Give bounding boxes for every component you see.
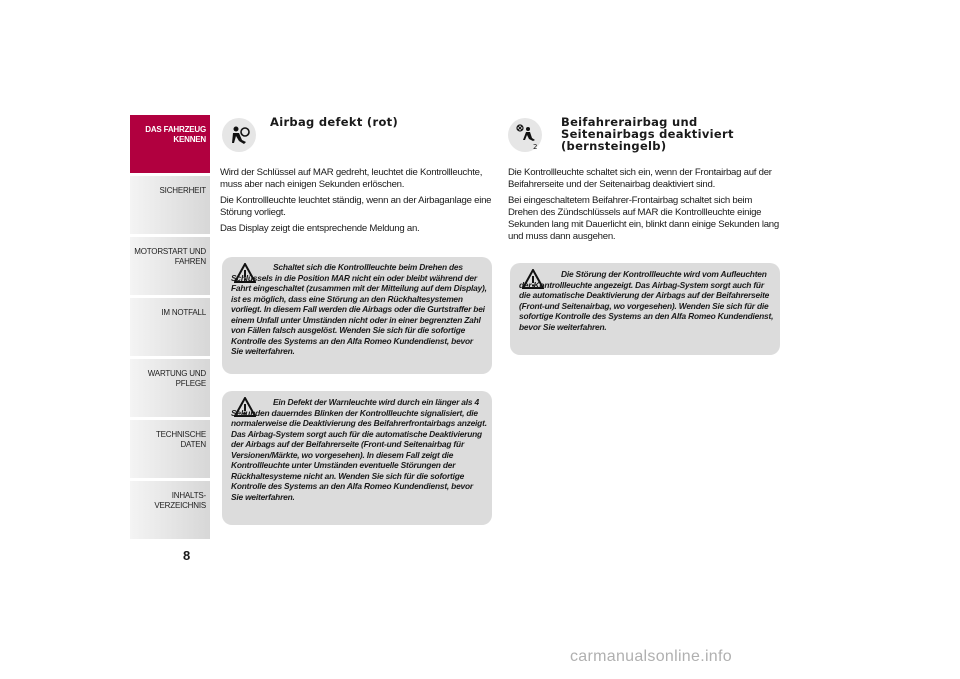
tab-technische-daten[interactable] (130, 420, 210, 478)
left-body (220, 167, 495, 239)
tab-wartung-und-pflege[interactable] (130, 359, 210, 417)
page-number: 8 (183, 548, 191, 563)
warning-note-3 (510, 263, 780, 355)
tab-label: INHALTS- VERZEICHNIS (154, 491, 206, 510)
paragraph: Bei eingeschaltetem Beifahrer-Frontairbag schaltet sich beim Drehen des Zündschlüssels auf MAR die Kontrollleuchte einige Sekunden lang mit Dauerlicht ein, blinkt dann einige Sekunden lang und muss dann ausgehen. (508, 195, 779, 242)
tab-das-fahrzeug-kennen[interactable] (130, 115, 210, 173)
warning-note-1 (222, 257, 492, 374)
note-text: Schaltet sich die Kontrollleuchte beim Drehen des Schlüssels in die Position MAR nicht ein oder bleibt während der Fahrt eingeschaltet (zusammen mit der Mitteilung auf dem Display), ist es möglich, dass eine Störung an den Rückhaltesystemen vorliegt. In diesem Fall werden die Airbags oder die Gurtstraffer bei einem Unfall unter Umständen nicht oder in einer begrenzten Zahl von Fällen falsch ausgelöst. Wenden Sie sich für die sofortige Kontrolle des Systems an den Alfa Romeo Kundendienst, bevor Sie weiterfahren. (231, 262, 487, 356)
tab-label: DAS FAHRZEUG KENNEN (145, 125, 206, 144)
paragraph: Die Kontrollleuchte leuchtet ständig, wenn an der Airbaganlage eine Störung vorliegt. (220, 195, 492, 218)
tab-label: MOTORSTART UND FAHREN (134, 247, 206, 266)
note-text: Ein Defekt der Warnleuchte wird durch ein länger als 4 Sekunden dauerndes Blinken der Kontrollleuchte signalisiert, die normalerweise die Deaktivierung des Beifahrerfrontairbags anzeigt. Das Airbag-System sorgt auch für die automatische Deaktivierung der Airbags auf der Beifahrerseite (Front-und Seitenairbag für Versionen/Märkte, wo vorgesehen). In diesem Fall zeigt die Kontrollleuchte unter Umständen eventuelle Störungen der Rückhaltesysteme nicht an. Wenden Sie sich für die sofortige Kontrolle des Systems an den Alfa Romeo Kundendienst, bevor Sie weiterfahren. (231, 397, 487, 502)
tab-label: SICHERHEIT (159, 186, 206, 195)
warning-note-2 (222, 391, 492, 525)
paragraph: Wird der Schlüssel auf MAR gedreht, leuchtet die Kontrollleuchte, muss aber nach einigen Sekunden erlöschen. (220, 167, 483, 190)
tab-im-notfall[interactable] (130, 298, 210, 356)
tab-motorstart-und-fahren[interactable] (130, 237, 210, 295)
passenger-airbag-off-icon (508, 118, 542, 152)
tab-label: TECHNISCHE DATEN (155, 430, 206, 449)
watermark: carmanualsonline.info (570, 648, 732, 665)
paragraph: Die Kontrollleuchte schaltet sich ein, wenn der Frontairbag auf der Beifahrerseite und der Seitenairbag deaktiviert sind. (508, 167, 772, 190)
title-line: Beifahrerairbag und (561, 115, 698, 129)
section-title-airbag-defekt: Airbag defekt (rot) (270, 115, 399, 129)
title-line: Seitenairbags deaktiviert (561, 127, 734, 141)
tab-inhaltsverzeichnis[interactable] (130, 481, 210, 539)
section-title-beifahrerairbag (561, 116, 734, 152)
tab-label: IM NOTFALL (161, 308, 206, 317)
paragraph: Das Display zeigt die entsprechende Meldung an. (220, 223, 420, 234)
title-line: (bernsteingelb) (561, 139, 667, 153)
chapter-sidebar (130, 115, 210, 542)
right-body (508, 167, 780, 247)
airbag-warning-icon (222, 118, 256, 152)
tab-sicherheit[interactable] (130, 176, 210, 234)
tab-label: WARTUNG UND PFLEGE (147, 369, 206, 388)
svg-text:2: 2 (533, 143, 538, 151)
note-text: Die Störung der Kontrollleuchte wird vom Aufleuchten der Kontrollleuchte angezeigt. Das Airbag-System sorgt auch für die automatische Deaktivierung der Airbags auf der Beifahrerseite (Front-und Seitenairbag, wo vorgesehen). Wenden Sie sich für die sofortige Kontrolle des Systems an den Alfa Romeo Kundendienst, bevor Sie weiterfahren. (519, 269, 774, 332)
